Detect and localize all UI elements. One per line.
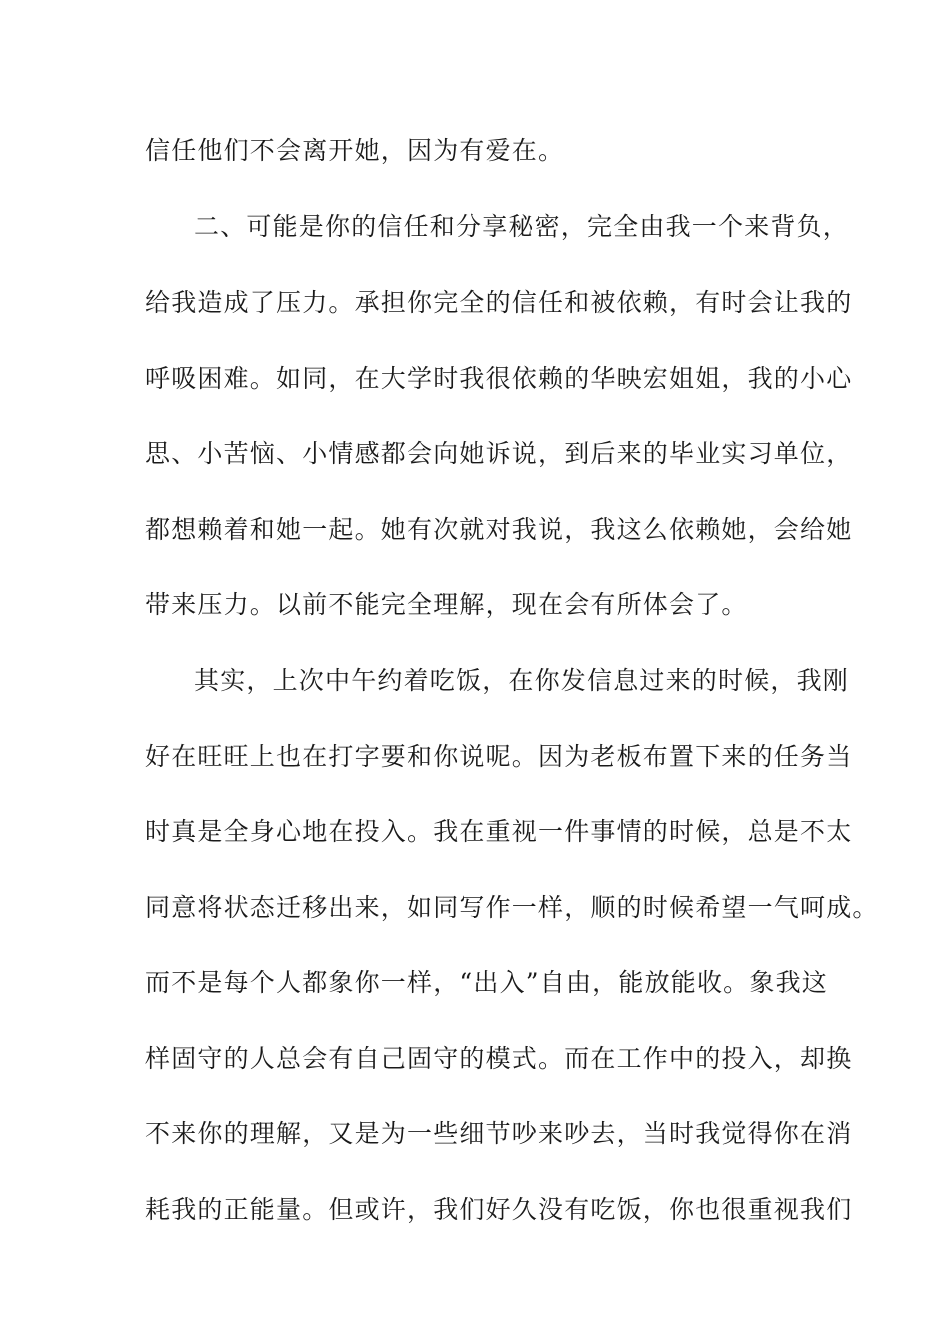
paragraph-first-line: 其实，上次中午约着吃饭，在你发信息过来的时候，我刚 xyxy=(194,666,850,695)
text-line: 带来压力。以前不能完全理解，现在会有所体会了。 xyxy=(145,590,748,619)
text-line: 好在旺旺上也在打字要和你说呢。因为老板布置下来的任务当 xyxy=(145,742,853,771)
text-line: 思、小苦恼、小情感都会向她诉说，到后来的毕业实习单位， xyxy=(145,439,853,468)
text-line: 不来你的理解，又是为一些细节吵来吵去，当时我觉得你在消 xyxy=(145,1119,853,1148)
text-line: 同意将状态迁移出来，如同写作一样，顺的时候希望一气呵成。 xyxy=(145,893,879,922)
text-line: 耗我的正能量。但或许，我们好久没有吃饭，你也很重视我们 xyxy=(145,1195,853,1224)
text-line: 给我造成了压力。承担你完全的信任和被依赖，有时会让我的 xyxy=(145,288,853,317)
text-line: 时真是全身心地在投入。我在重视一件事情的时候，总是不太 xyxy=(145,817,853,846)
text-line: 都想赖着和她一起。她有次就对我说，我这么依赖她，会给她 xyxy=(145,515,853,544)
text-line: 呼吸困难。如同，在大学时我很依赖的华映宏姐姐，我的小心 xyxy=(145,364,853,393)
text-line: 样固守的人总会有自己固守的模式。而在工作中的投入，却换 xyxy=(145,1044,853,1073)
text-line: 而不是每个人都象你一样，“出入”自由，能放能收。象我这 xyxy=(145,968,828,997)
paragraph-first-line: 二、可能是你的信任和分享秘密，完全由我一个来背负， xyxy=(194,212,850,241)
text-line: 信任他们不会离开她，因为有爱在。 xyxy=(145,136,565,165)
